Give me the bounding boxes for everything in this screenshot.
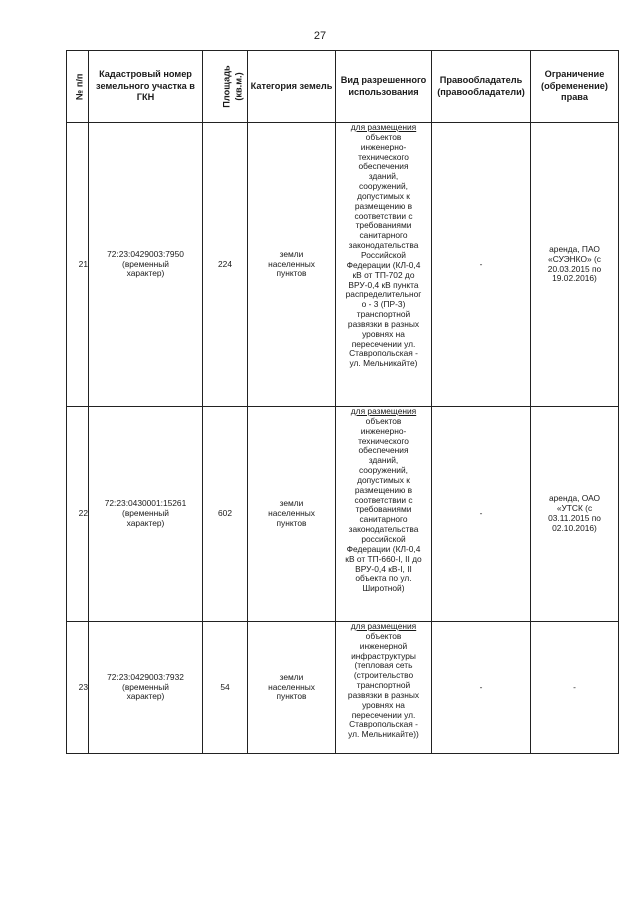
use-line: обеспечения — [358, 161, 409, 172]
use-line: зданий, — [368, 171, 399, 182]
category-line: населенных — [268, 681, 315, 692]
use-line: ул. Мельникайте)) — [348, 729, 419, 740]
restriction-line: 19.02.2016) — [552, 273, 597, 284]
use-line: технического — [358, 435, 409, 446]
header-restriction: Ограничение (обременение) права — [531, 51, 619, 123]
category-line: земли — [279, 498, 304, 509]
cadastral-line: (временный — [122, 508, 169, 519]
restriction-line: 03.11.2015 по — [548, 513, 601, 523]
table-row — [67, 407, 619, 622]
cadastral-line: (временный — [122, 681, 169, 692]
restriction-line: аренда, ОАО — [548, 493, 601, 504]
use-line: технического — [358, 151, 409, 162]
row-number: 23 — [67, 622, 89, 754]
restriction: - — [531, 622, 619, 754]
use-line: ВРУ-0,4 кВ пункта — [348, 279, 419, 290]
cadastral-line: 72:23:0429003:7950 — [107, 248, 184, 259]
cadastral-line: 72:23:0429003:7932 — [107, 671, 184, 682]
use-line: развязки в разных — [347, 689, 420, 700]
restriction-line: 20.03.2015 по — [547, 263, 602, 274]
restriction-line: аренда, ПАО — [549, 243, 600, 254]
cadastral-number — [89, 123, 203, 407]
cadastral-line: 72:23:0430001:15261 — [104, 498, 187, 509]
use-line: Российской — [361, 249, 406, 260]
cadastral-number — [89, 622, 203, 754]
use-line: законодательства — [348, 524, 419, 535]
cadastral-number — [89, 407, 203, 622]
use-line: ул. Мельникайте) — [349, 358, 418, 369]
category-line: земли — [279, 248, 304, 259]
use-line: допустимых к — [357, 474, 410, 485]
use-line: размещению в — [354, 200, 413, 211]
restriction-line: «СУЭНКО» (с — [548, 253, 601, 264]
category-line: населенных — [268, 258, 315, 269]
use-line: (тепловая сеть — [354, 660, 413, 671]
header-use: Вид разрешенного использования — [336, 51, 432, 123]
use-line: пересечении ул. — [351, 338, 416, 349]
use-line: транспортной — [356, 680, 411, 691]
use-line: Широтной) — [362, 583, 405, 594]
use-line: Ставропольская - — [349, 719, 418, 730]
permitted-use — [336, 407, 432, 622]
table-row — [67, 622, 619, 754]
use-line: требованиями — [355, 504, 412, 515]
table-row — [67, 123, 619, 407]
use-line: соответствии с — [354, 210, 413, 221]
use-line: распределительног — [345, 289, 422, 300]
restriction — [531, 123, 619, 407]
use-line: санитарного — [359, 230, 408, 241]
use-line: развязки в разных — [347, 318, 420, 329]
use-line: размещению в — [354, 484, 413, 495]
use-line: инженерной — [359, 640, 408, 651]
permitted-use — [336, 123, 432, 407]
land-category — [248, 123, 336, 407]
use-line: российской — [361, 533, 406, 544]
use-line: допустимых к — [357, 190, 410, 201]
use-line: инфраструктуры — [351, 650, 416, 661]
use-line: объектов — [365, 415, 402, 426]
area-value: 54 — [203, 622, 248, 754]
use-line: кВ от ТП-660-I, II до — [345, 553, 422, 564]
use-line: объектов — [365, 630, 402, 641]
header-cadastral: Кадастровый номер земельного участка в ГКН — [89, 51, 203, 123]
restriction-line: 02.10.2016) — [552, 522, 597, 533]
cadastral-line: характер) — [126, 268, 165, 279]
cadastral-line: характер) — [126, 517, 165, 528]
category-line: пунктов — [276, 268, 307, 279]
use-line: пересечении ул. — [351, 709, 416, 720]
page-number: 27 — [313, 30, 327, 42]
cadastral-line: характер) — [126, 691, 165, 702]
use-line: ВРУ-0,4 кВ-I, II — [355, 563, 412, 574]
use-line: уровнях на — [362, 328, 405, 339]
use-line: инженерно- — [360, 425, 407, 436]
use-line: зданий, — [368, 455, 399, 466]
row-number: 21 — [67, 123, 89, 407]
cadastral-line: (временный — [122, 258, 169, 269]
right-holder: - — [432, 622, 531, 754]
use-line: для размещения — [350, 406, 417, 416]
land-plots-table — [66, 50, 619, 754]
use-line: Ставропольская - — [349, 348, 418, 359]
use-line: Федерации (КЛ-0,4 — [346, 543, 421, 554]
use-line: кВ от ТП-702 до — [352, 269, 415, 280]
use-line: для размещения — [350, 621, 417, 631]
right-holder: - — [432, 123, 531, 407]
use-line: требованиями — [355, 220, 412, 231]
table-header-row — [67, 51, 619, 123]
right-holder: - — [432, 407, 531, 622]
use-line: сооружений, — [358, 465, 408, 476]
use-line: законодательства — [348, 240, 419, 251]
use-line: сооружений, — [358, 181, 408, 192]
header-holder: Правообладатель (правообладатели) — [432, 51, 531, 123]
permitted-use — [336, 622, 432, 754]
use-line: объекта по ул. — [355, 573, 412, 584]
use-line: инженерно- — [360, 141, 407, 152]
category-line: населенных — [268, 508, 315, 519]
use-line: соответствии с — [354, 494, 413, 505]
category-line: пунктов — [276, 517, 307, 528]
use-line: о - 3 (ПР-3) — [361, 299, 406, 310]
area-value: 224 — [203, 123, 248, 407]
use-line: для размещения — [350, 122, 417, 132]
category-line: земли — [279, 671, 304, 682]
area-value: 602 — [203, 407, 248, 622]
category-line: пунктов — [276, 691, 307, 702]
header-area: Площадь (кв.м.) — [203, 51, 248, 123]
use-line: (строительство — [353, 670, 414, 681]
use-line: уровнях на — [362, 699, 405, 710]
land-category — [248, 407, 336, 622]
use-line: Федерации (КЛ-0,4 — [346, 259, 421, 270]
use-line: транспортной — [356, 309, 411, 320]
restriction — [531, 407, 619, 622]
restriction-line: «УТСК (с — [556, 503, 593, 514]
use-line: объектов — [365, 131, 402, 142]
row-number: 22 — [67, 407, 89, 622]
header-category: Категория земель — [248, 51, 336, 123]
use-line: обеспечения — [358, 445, 409, 456]
use-line: санитарного — [359, 514, 408, 525]
header-num: № п/п — [67, 51, 89, 123]
land-category — [248, 622, 336, 754]
